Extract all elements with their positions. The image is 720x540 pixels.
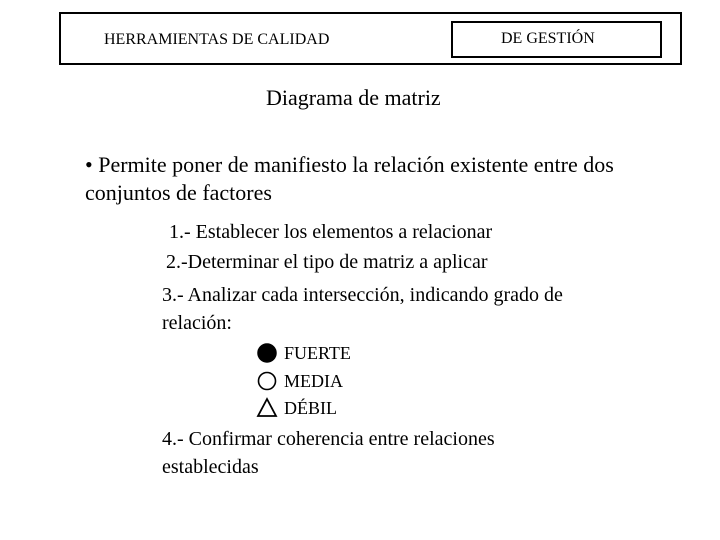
step-2: 2.-Determinar el tipo de matriz a aplicar <box>166 251 488 273</box>
bullet-text: • Permite poner de manifiesto la relación existente entre dos conjuntos de factores <box>85 152 614 205</box>
step-3: 3.- Analizar cada intersección, indicando grado de relación: <box>162 284 563 334</box>
legend-label-weak: DÉBIL <box>284 397 337 418</box>
open-circle-icon <box>256 370 278 392</box>
legend-label-strong: FUERTE <box>284 342 351 363</box>
step-4: 4.- Confirmar coherencia entre relaciones establecidas <box>162 428 495 478</box>
step-1: 1.- Establecer los elementos a relacionar <box>169 221 493 243</box>
header-right-text: DE GESTIÓN <box>501 30 595 47</box>
legend-label-medium: MEDIA <box>284 370 343 391</box>
filled-circle-icon <box>256 342 278 364</box>
page-title: Diagrama de matriz <box>266 85 441 110</box>
header-right-box <box>451 21 662 58</box>
legend-item-strong <box>256 342 351 364</box>
legend-item-medium <box>256 370 343 392</box>
triangle-icon <box>256 397 278 419</box>
header-box <box>59 12 682 65</box>
legend-item-weak <box>256 397 337 419</box>
header-left-text: HERRAMIENTAS DE CALIDAD <box>104 31 330 48</box>
